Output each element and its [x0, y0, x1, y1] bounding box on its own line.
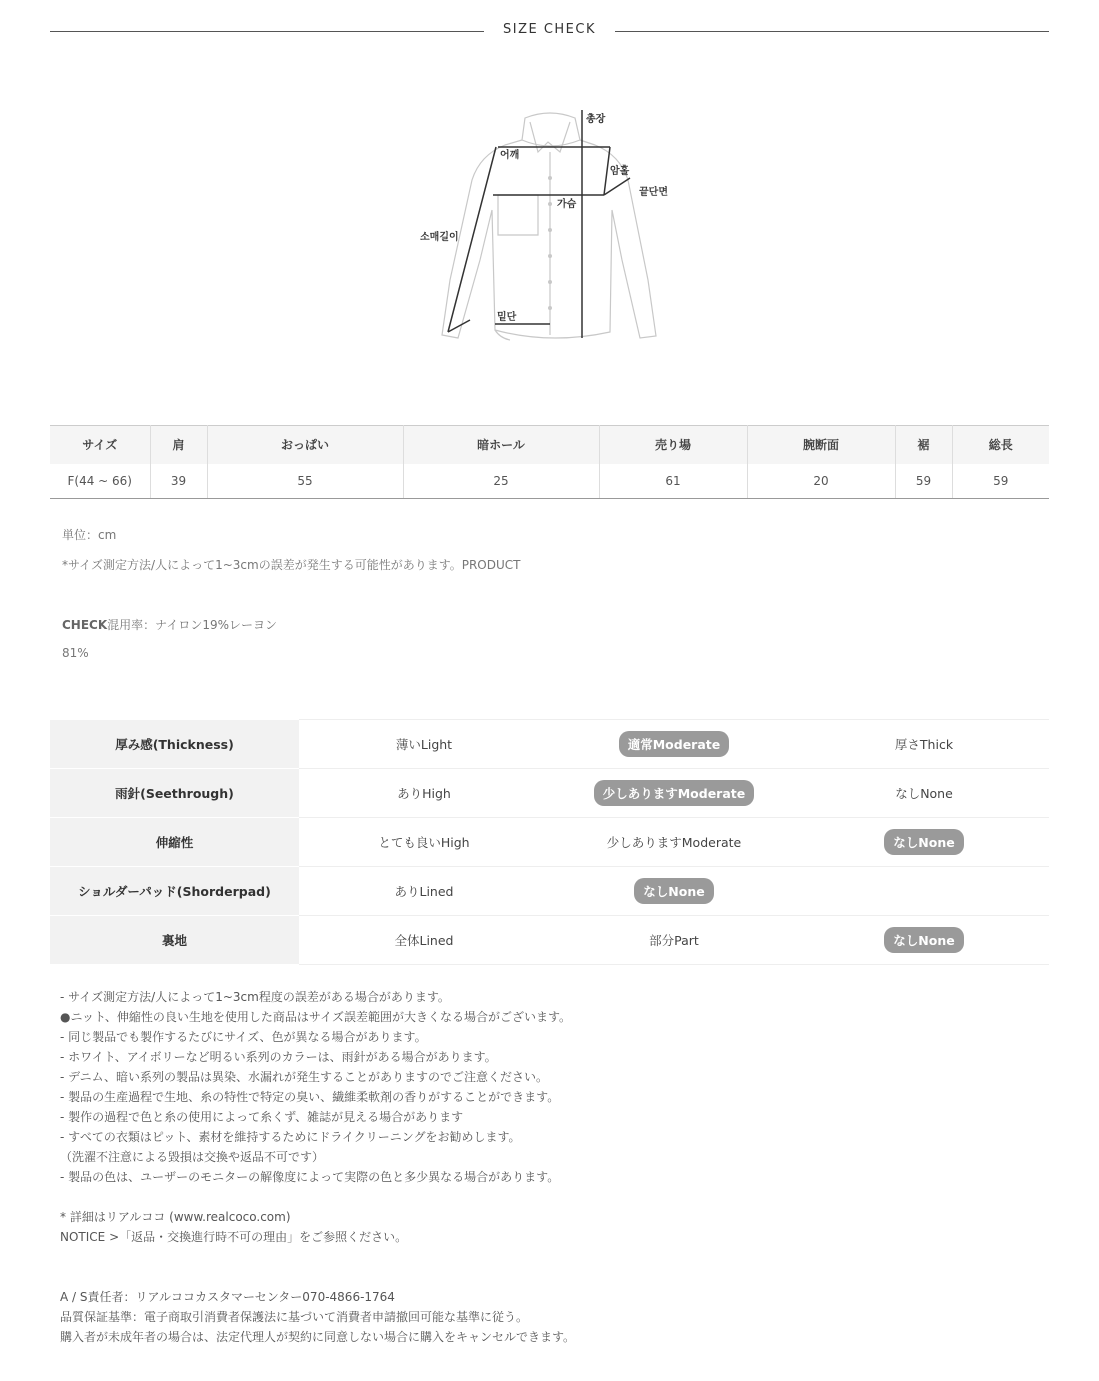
footer-line: - すべての衣類はピット、素材を維持するためにドライクリーニングをお勧めします。: [60, 1130, 521, 1144]
header-divider-right: [615, 31, 1049, 32]
fabric-note: [62, 616, 277, 633]
footer-notes: [60, 987, 575, 1347]
feel-row-label: 厚み感(Thickness): [50, 720, 299, 769]
feel-option-cell: [549, 867, 799, 916]
table-row: [50, 916, 1049, 965]
feel-option-cell: [799, 769, 1049, 818]
footer-line: - デニム、暗い系列の製品は異染、水漏れが発生することがありますのでご注意ください。: [60, 1070, 549, 1084]
feel-option-cell: [299, 769, 549, 818]
size-table-header-row: [50, 426, 1049, 464]
footer-line: - 製作の過程で色と糸の使用によって糸くず、雑誌が見える場合があります: [60, 1110, 464, 1124]
size-cell: 39: [150, 464, 207, 499]
size-header-cell: 肩: [150, 426, 207, 464]
footer-line: （洗濯不注意による毀損は交換や返品不可です）: [60, 1150, 325, 1164]
garment-diagram: [410, 100, 690, 360]
table-row: [50, 720, 1049, 769]
feel-option: 少しありますModerate: [606, 835, 742, 850]
notice-text: NOTICE >「返品・交換進行時不可の理由」をご参照ください。: [60, 1230, 408, 1244]
feel-row-label: 裏地: [50, 916, 299, 965]
shirt-measurement-svg: [410, 100, 690, 360]
label-cuff: 끝단면: [639, 187, 668, 198]
feel-option-cell: [549, 916, 799, 965]
label-length: 총장: [586, 114, 606, 125]
minor-purchase-note: 購入者が未成年者の場合は、法定代理人が契約に同意しない場合に購入をキャンセルできます。: [60, 1330, 576, 1344]
feel-option-cell: [299, 867, 549, 916]
feel-row-label: 伸縮性: [50, 818, 299, 867]
feel-option: 部分Part: [649, 933, 699, 948]
feel-option-cell: [299, 720, 549, 769]
size-header-cell: 総長: [952, 426, 1049, 464]
feel-option: 厚さThick: [894, 737, 954, 752]
feel-row-label: 雨針(Seethrough): [50, 769, 299, 818]
size-table: [50, 425, 1049, 499]
feel-option-cell: [549, 818, 799, 867]
feel-option-selected: なしNone: [884, 927, 963, 953]
table-row: [50, 464, 1049, 499]
feel-option-cell: [799, 818, 1049, 867]
size-header-cell: 腕断面: [747, 426, 895, 464]
feel-option-cell: [549, 720, 799, 769]
feel-option: ありLined: [394, 884, 454, 899]
feel-option-selected: 適常Moderate: [619, 731, 730, 757]
feel-option-selected: 少しありますModerate: [594, 780, 755, 806]
feel-option-cell: [299, 818, 549, 867]
footer-line: ●ニット、伸縮性の良い生地を使用した商品はサイズ誤差範囲が大きくなる場合がございます。: [60, 1010, 571, 1024]
fabric-text: 混用率：ナイロン19%レーヨン: [107, 618, 277, 632]
footer-line: - ホワイト、アイボリーなど明るい系列のカラーは、雨針がある場合があります。: [60, 1050, 497, 1064]
size-header-cell: 暗ホール: [403, 426, 599, 464]
size-header-cell: おっぱい: [207, 426, 403, 464]
table-row: [50, 818, 1049, 867]
feel-option-selected: なしNone: [634, 878, 713, 904]
feel-option: 全体Lined: [394, 933, 454, 948]
unit-note: 単位：cm: [62, 528, 117, 542]
detail-link-text: * 詳細はリアルココ (www.realcoco.com): [60, 1210, 291, 1224]
label-sleeve: 소매길이: [420, 232, 459, 243]
size-cell: F(44 ~ 66): [50, 464, 150, 499]
feel-option-cell: [549, 769, 799, 818]
size-cell: 59: [952, 464, 1049, 499]
footer-line: - 同じ製品でも製作するたびにサイズ、色が異なる場合があります。: [60, 1030, 427, 1044]
size-header-cell: 売り場: [599, 426, 747, 464]
label-shoulder: 어깨: [500, 150, 520, 161]
label-armhole: 암홀: [610, 166, 630, 177]
feel-option-selected: なしNone: [884, 829, 963, 855]
quality-standard: 品質保証基準：電子商取引消費者保護法に基づいて消費者申請撤回可能な基準に従う。: [60, 1310, 529, 1324]
feel-option-cell: [799, 867, 1049, 916]
section-title: SIZE CHECK: [502, 22, 596, 37]
size-cell: 25: [403, 464, 599, 499]
size-header-cell: 裾: [895, 426, 952, 464]
feel-option: なしNone: [895, 786, 953, 801]
fabric-feel-table: [50, 719, 1049, 965]
fabric-label: CHECK: [62, 618, 108, 632]
size-cell: 55: [207, 464, 403, 499]
size-cell: 61: [599, 464, 747, 499]
feel-option: とても良いHigh: [378, 835, 470, 850]
table-row: [50, 867, 1049, 916]
section-header: [50, 18, 1049, 44]
label-hem: 밑단: [497, 312, 517, 323]
footer-line: - 製品の色は、ユーザーのモニターの解像度によって実際の色と多少異なる場合があります。: [60, 1170, 560, 1184]
table-row: [50, 769, 1049, 818]
footer-line: - 製品の生産過程で生地、糸の特性で特定の臭い、繊維柔軟剤の香りがすることができます。: [60, 1090, 560, 1104]
feel-option-cell: [299, 916, 549, 965]
label-chest: 가슴: [557, 199, 577, 210]
feel-option-cell: [799, 720, 1049, 769]
feel-option: ありHigh: [397, 786, 451, 801]
header-divider-left: [50, 31, 484, 32]
fabric-note-cont: 81%: [62, 646, 89, 660]
feel-option: 薄いLight: [395, 737, 453, 752]
as-contact: A / S責任者：リアルココカスタマーセンター070-4866-1764: [60, 1290, 395, 1304]
footer-line: - サイズ測定方法/人によって1~3cm程度の誤差がある場合があります。: [60, 990, 450, 1004]
feel-row-label: ショルダーパッド(Shorderpad): [50, 867, 299, 916]
measurement-lines: [448, 110, 630, 338]
feel-option-cell: [799, 916, 1049, 965]
size-cell: 59: [895, 464, 952, 499]
size-cell: 20: [747, 464, 895, 499]
size-header-cell: サイズ: [50, 426, 150, 464]
measure-note: *サイズ測定方法/人によって1~3cmの誤差が発生する可能性があります。PRODUCT: [62, 558, 521, 572]
